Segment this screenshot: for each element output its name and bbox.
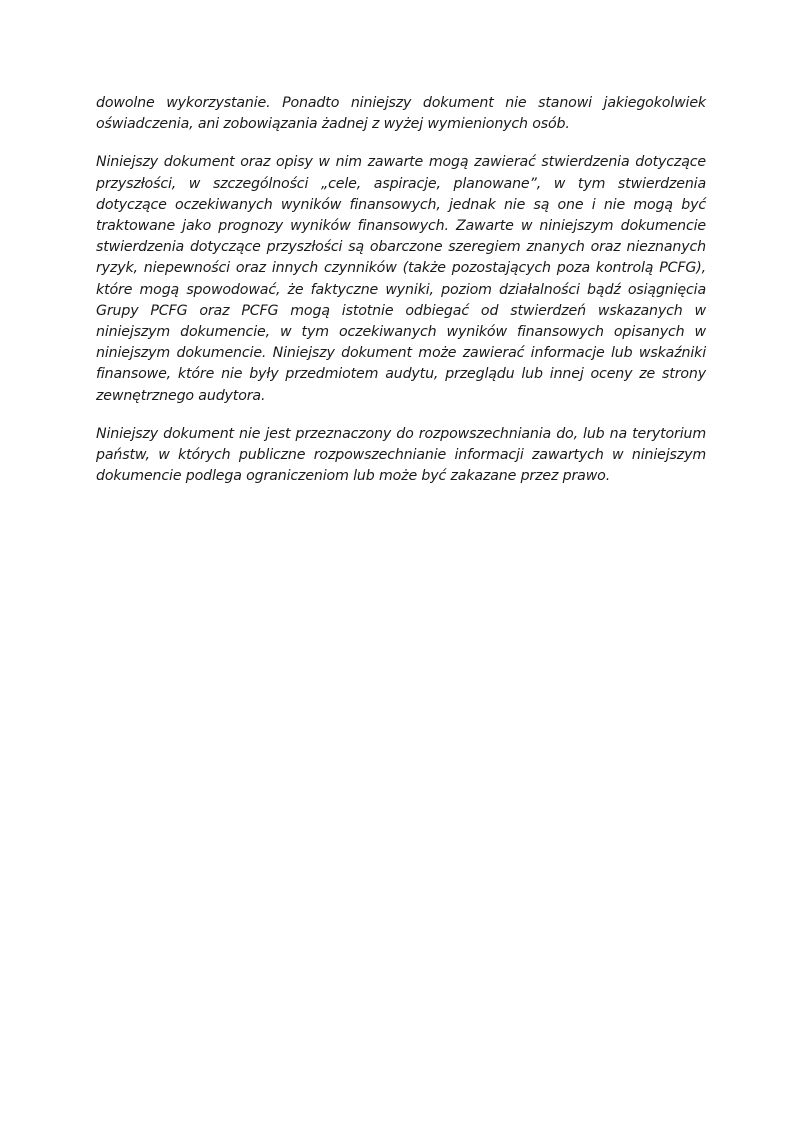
paragraph-usage-disclaimer: dowolne wykorzystanie. Ponadto niniejszy dokument nie stanowi jakiegokolwiek oświadczenia, ani zobowiązania żadnej z wyżej wymienionych osób. — [96, 95, 706, 133]
disclaimer-text-block — [96, 93, 706, 504]
paragraph-forward-looking-statements: Niniejszy dokument oraz opisy w nim zawarte mogą zawierać stwierdzenia dotyczące przyszłości, w szczególności „cele, aspiracje, planowane”, w tym stwierdzenia dotyczące oczekiwanych wyników finansowych, jednak nie są one i nie mogą być traktowane jako prognozy wyników finansowych. Zawarte w niniejszym dokumencie stwierdzenia dotyczące przyszłości są obarczone szeregiem znanych oraz nieznanych ryzyk, niepewności oraz innych czynników (także pozostających poza kontrolą PCFG), które mogą spowodować, że faktyczne wyniki, poziom działalności bądź osiągnięcia Grupy PCFG oraz PCFG mogą istotnie odbiegać od stwierdzeń wskazanych w niniejszym dokumencie, w tym oczekiwanych wyników finansowych opisanych w niniejszym dokumencie. Niniejszy dokument może zawierać informacje lub wskaźniki finansowe, które nie były przedmiotem audytu, przeglądu lub innej oceny ze strony zewnętrznego audytora. — [96, 154, 706, 404]
paragraph-distribution-restrictions: Niniejszy dokument nie jest przeznaczony do rozpowszechniania do, lub na terytorium państw, w których publiczne rozpowszechnianie informacji zawartych w niniejszym dokumencie podlega ograniczeniom lub może być zakazane przez prawo. — [96, 425, 706, 485]
